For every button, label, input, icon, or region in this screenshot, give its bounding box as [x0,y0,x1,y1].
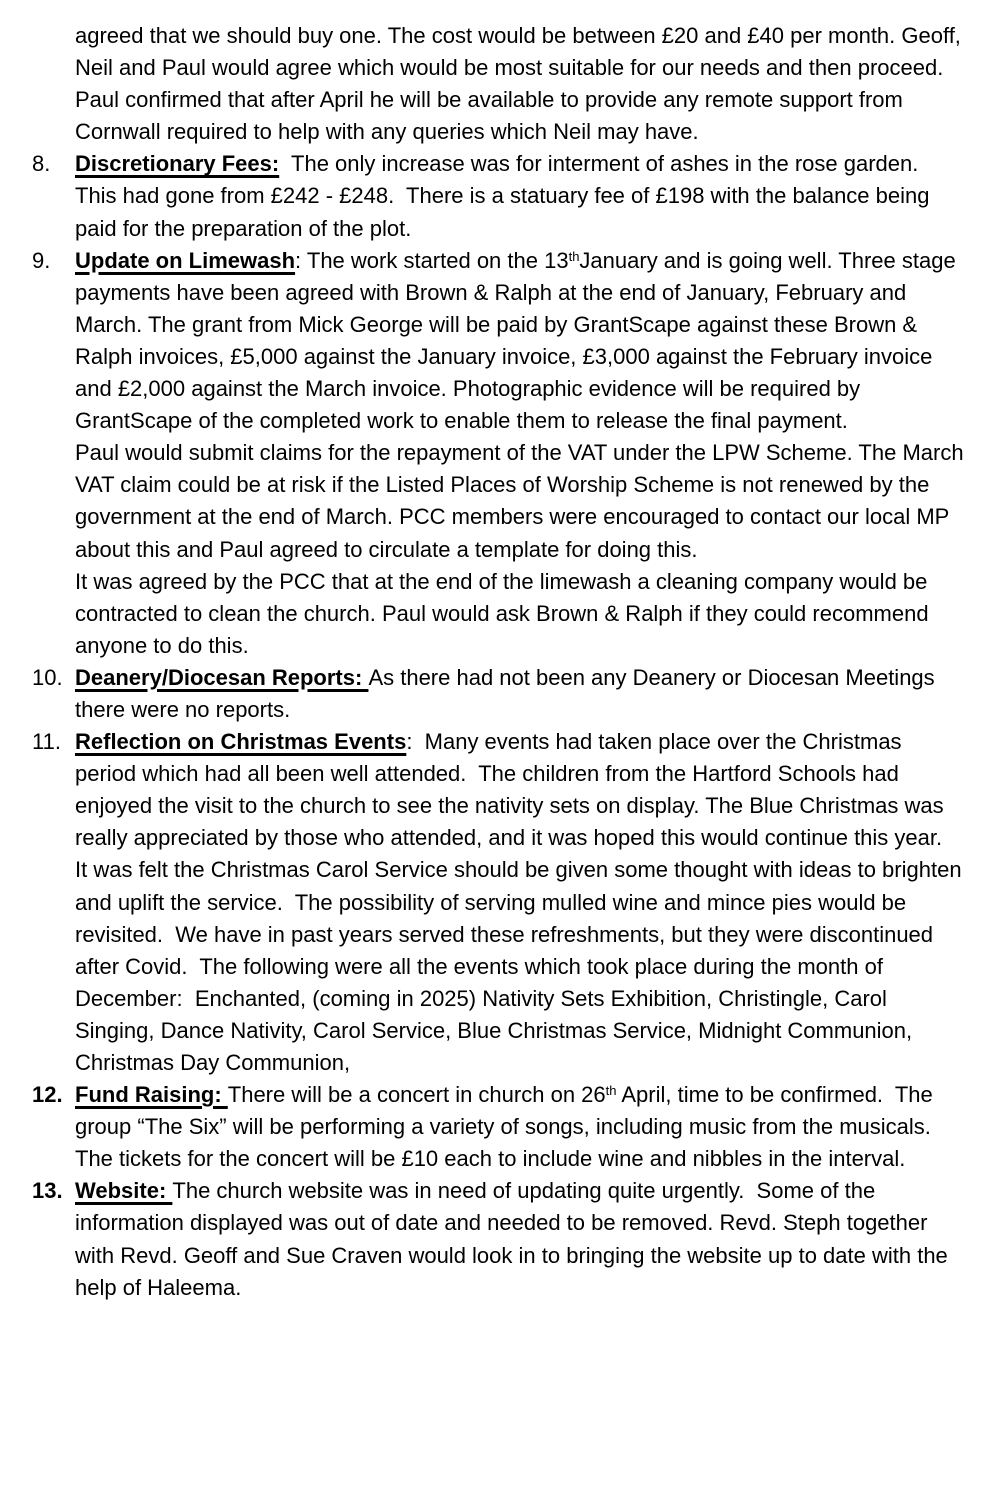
ordinal-suffix: th [605,1083,617,1099]
ordinal-suffix: th [568,248,580,264]
text-run: January and is going well. Three stage payments have been agreed with Brown & Ralph at the end of January, February and March. The grant from Mick George will be paid by GrantScape against these Brown & Ralph invoices, £5,000 against the January invoice, £3,000 against the February invoice and £2,000 against the March invoice. Photographic evidence will be required by GrantScape of the completed work to enable them to release the final payment. [75,247,962,434]
paragraph [75,245,966,438]
list-item-number: 10. [32,664,63,690]
text-run: : The work started on the 13 [295,247,569,273]
list-item [0,1175,966,1303]
list-item [0,726,966,1079]
list-item-number: 12. [32,1082,63,1108]
item-heading: Deanery/Diocesan Reports: [75,664,369,690]
paragraph [75,1175,966,1303]
paragraph [75,662,966,726]
item-heading: Discretionary Fees: [75,151,280,177]
list-item-number: 8. [32,151,51,177]
text-run: The church website was in need of updating quite urgently. Some of the information displayed was out of date and needed to be removed. Revd. Steph together with Revd. Geoff and Sue Craven would look in to bringing the website up to date with the help of Haleema. [75,1178,954,1300]
paragraph [75,84,966,148]
paragraph [75,726,966,1079]
paragraph [75,148,966,244]
text-run: April, time to be confirmed. The group “The Six” will be performing a variety of songs, including music from the musicals. The tickets for the concert will be £10 each to include wine and nibbles in the interval. [75,1082,943,1172]
text-run: Paul would submit claims for the repayment of the VAT under the LPW Scheme. The March VAT claim could be at risk if the Listed Places of Worship Scheme is not renewed by the government at the end of March. PCC members were encouraged to contact our local MP about this and Paul agreed to circulate a template for doing this. [75,440,970,562]
item-heading: Fund Raising: [75,1082,228,1108]
list-item-number: 9. [32,247,51,273]
text-run: It was agreed by the PCC that at the end of the limewash a cleaning company would be contracted to clean the church. Paul would ask Brown & Ralph if they could recommend anyone to do this. [75,568,935,658]
item-heading: Update on Limewash [75,247,296,273]
paragraph [75,437,970,565]
list-item [0,1079,966,1175]
list-item [0,662,966,726]
list-item-number: 11. [32,729,61,755]
list-item [0,245,970,662]
item-heading: Website: [75,1178,173,1204]
text-run: As there had not been any Deanery or Diocesan Meetings there were no reports. [75,664,941,722]
item-heading: Reflection on Christmas Events [75,729,407,755]
continuation-block [0,20,966,148]
paragraph [75,566,966,662]
paragraph [75,20,966,84]
text-run: agreed that we should buy one. The cost would be between £20 and £40 per month. Geoff, Neil and Paul would agree which would be most suitable for our needs and then proceed. [75,23,968,81]
list-item-number: 13. [32,1178,63,1204]
text-run: The only increase was for interment of ashes in the rose garden. This had gone from £242 - £248. There is a statuary fee of £198 with the balance being paid for the preparation of the plot. [75,151,936,241]
text-run: There will be a concert in church on 26 [227,1082,606,1108]
text-run: : Many events had taken place over the Christmas period which had all been well attended. The children from the Hartford Schools had enjoyed the visit to the church to see the nativity sets on display. The Blue Christmas was really appreciated by those who attended, and it was hoped this would continue this year. It was felt the Christmas Carol Service should be given some thought with ideas to brighten and uplift the service. The possibility of serving mulled wine and mince pies would be revisited. We have in past years served these refreshments, but they were discontinued after Covid. The following were all the events which took place during the month of December: Enchanted, (coming in 2025) Nativity Sets Exhibition, Christingle, Carol Singing, Dance Nativity, Carol Service, Blue Christmas Service, Midnight Communion, Christmas Day Communion, [75,729,968,1075]
document-body [0,20,1005,1304]
list-item [0,148,966,244]
paragraph [75,1079,966,1175]
text-run: Paul confirmed that after April he will be available to provide any remote support from Cornwall required to help with any queries which Neil may have. [75,87,909,145]
